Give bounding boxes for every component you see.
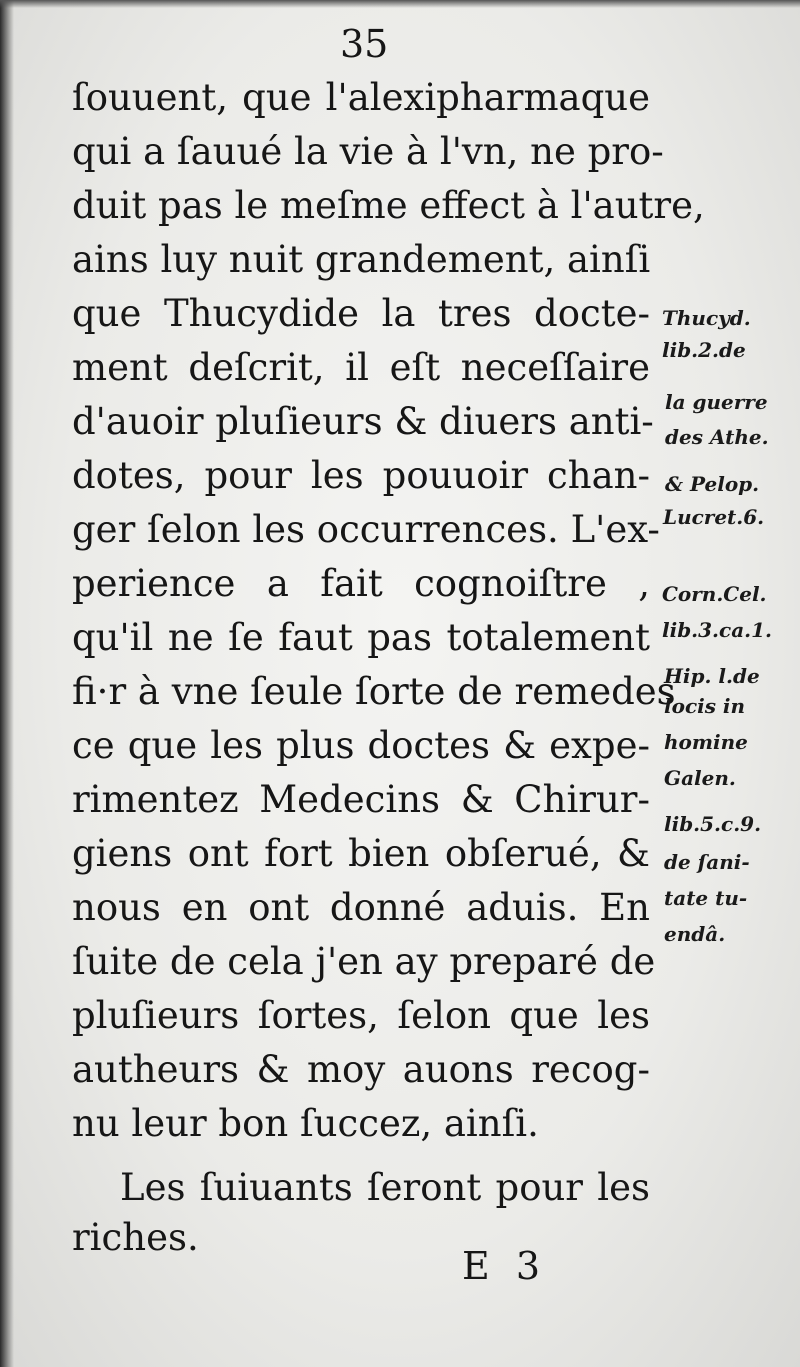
text-line: ſouuent, que l'alexipharmaque <box>72 76 650 119</box>
page-number: 35 <box>340 22 389 66</box>
margin-note: Galen. <box>664 766 736 790</box>
page-top-shadow <box>0 0 800 8</box>
text-line: rimentez Medecins & Chirur- <box>72 778 650 821</box>
margin-note: Hip. l.de <box>664 664 760 688</box>
text-line: giens ont fort bien obſerué, & <box>72 832 650 875</box>
margin-note: lib.2.de <box>662 338 746 362</box>
margin-note: Corn.Cel. <box>662 582 767 606</box>
margin-note: & Pelop. <box>665 472 760 496</box>
text-line: pluſieurs ſortes, ſelon que les <box>72 994 650 1037</box>
margin-note: endâ. <box>664 922 726 946</box>
text-line: ſuite de cela j'en ay preparé de <box>72 940 656 983</box>
text-line: duit pas le meſme effect à l'autre, <box>72 184 705 227</box>
text-line: que Thucydide la tres docte- <box>72 292 650 335</box>
margin-note: la guerre <box>665 390 768 414</box>
text-line: nous en ont donné aduis. En <box>72 886 650 929</box>
text-line: perience a fait cognoiſtre , <box>72 562 650 605</box>
closing-line: Les ſuiuants ſeront pour les <box>120 1166 650 1209</box>
margin-note: Lucret.6. <box>663 505 765 529</box>
text-line: qui a ſauué la vie à l'vn, ne pro- <box>72 130 664 173</box>
text-line: autheurs & moy auons recog- <box>72 1048 650 1091</box>
margin-note: lib.3.ca.1. <box>662 618 772 642</box>
text-line: dotes, pour les pouuoir chan- <box>72 454 650 497</box>
text-line: d'auoir pluſieurs & diuers anti- <box>72 400 654 443</box>
margin-note: des Athe. <box>665 425 769 449</box>
margin-note: Thucyd. <box>662 306 751 330</box>
margin-note: homine <box>664 730 748 754</box>
page-edge-shadow <box>0 0 14 1367</box>
text-line: ger ſelon les occurrences. L'ex- <box>72 508 660 551</box>
text-line: ains luy nuit grandement, ainſi <box>72 238 651 281</box>
text-line: nu leur bon ſuccez, ainſi. <box>72 1102 539 1145</box>
signature-mark: E 3 <box>462 1244 540 1288</box>
margin-note: tate tu- <box>664 886 748 910</box>
closing-line: riches. <box>72 1216 199 1259</box>
margin-note: locis in <box>664 694 746 718</box>
text-line: qu'il ne ſe faut pas totalement <box>72 616 650 659</box>
text-line: ment deſcrit, il eſt neceſſaire <box>72 346 650 389</box>
margin-note: lib.5.c.9. <box>664 812 762 836</box>
margin-note: de ſani- <box>664 850 750 874</box>
text-line: ce que les plus doctes & expe- <box>72 724 650 767</box>
text-line: fi·r à vne ſeule ſorte de remedes <box>72 670 676 713</box>
